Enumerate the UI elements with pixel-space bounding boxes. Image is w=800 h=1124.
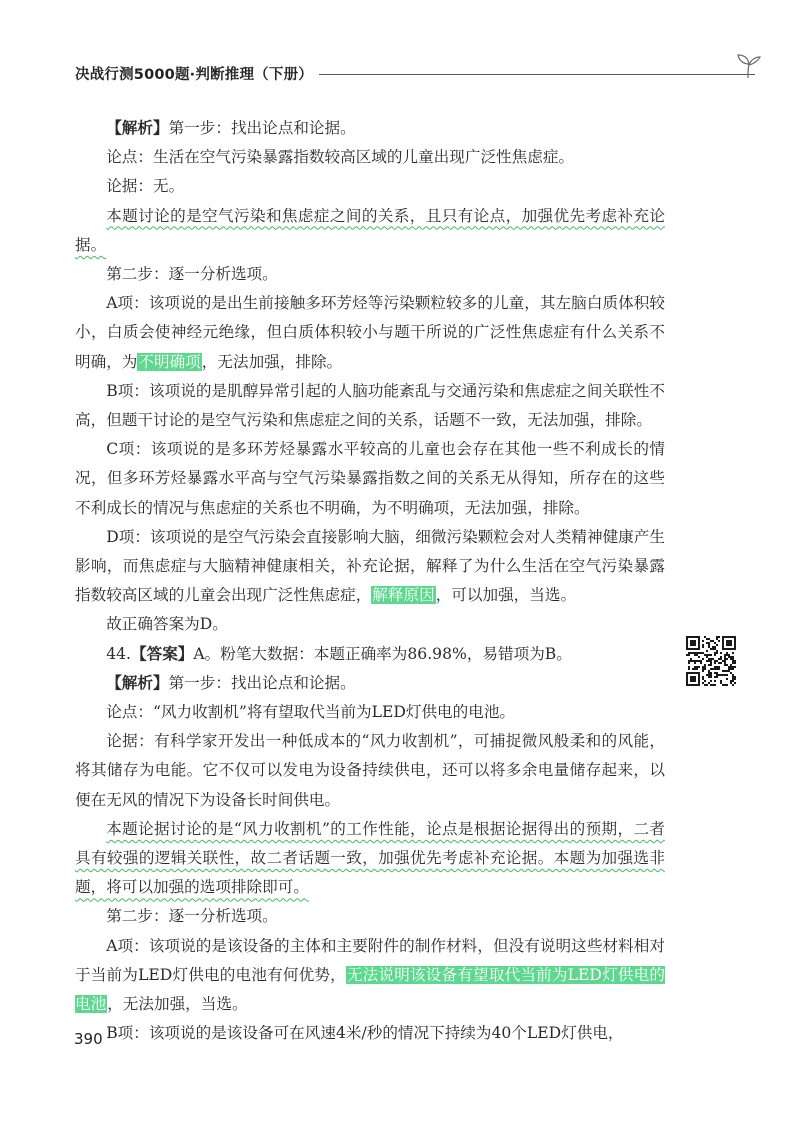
paragraph: 【解析】第一步：找出论点和论据。 <box>106 673 356 692</box>
paragraph: 故正确答案为D。 <box>106 615 228 634</box>
wavy-underlined-text: 本题论据讨论的是“风力收割机”的工作性能，论点是根据论据得出的预期，二者具有较强的逻辑关联性，故二者话题一致，加强优先考虑补充论据。本题为加强选非题，将可以加强的选项排除即可。 <box>75 819 665 897</box>
qr-code <box>686 636 736 686</box>
paragraph: 第二步：逐一分析选项。 <box>106 907 278 926</box>
paragraph: 论据：无。 <box>106 177 185 196</box>
paragraph: D项：该项说的是空气污染会直接影响大脑，细微污染颗粒会对人类精神健康产生影响，而焦虑症与大脑精神健康相关，补充论据，解释了为什么生活在空气污染暴露指数较高区域的儿童会出现广泛性焦虑症，解释原因，可以加强，当选。 <box>75 527 665 605</box>
paragraph: C项：该项说的是多环芳烃暴露水平较高的儿童也会存在其他一些不利成长的情况，但多环芳烃暴露水平高与空气污染暴露指数之间的关系无从得知，所存在的这些不利成长的情况与焦虑症的关系也不明确，为不明确项，无法加强，排除。 <box>75 440 665 517</box>
highlighted-term: 解释原因 <box>372 586 435 605</box>
paragraph: A项：该项说的是出生前接触多环芳烃等污染颗粒较多的儿童，其左脑白质体积较小，白质会使神经元绝缘，但白质体积较小与题干所说的广泛性焦虑症有什么关系不明确，为不明确项，无法加强，排除。 <box>75 294 665 371</box>
paragraph: 第二步：逐一分析选项。 <box>106 265 278 284</box>
header-rule <box>319 74 755 75</box>
paragraph: 论点：“风力收割机”将有望取代当前为LED灯供电的电池。 <box>106 703 516 722</box>
paragraph <box>75 815 665 903</box>
analysis-label: 【解析】 <box>106 673 169 692</box>
paragraph: B项：该项说的是该设备可在风速4米/秒的情况下持续为40个LED灯供电， <box>106 1024 624 1043</box>
page-number: 390 <box>74 1030 103 1048</box>
highlighted-term: 不明确项 <box>138 352 201 371</box>
page-content <box>75 114 665 1049</box>
paragraph: A项：该项说的是该设备的主体和主要附件的制作材料，但没有说明这些材料相对于当前为LED灯供电的电池有何优势，无法说明该设备有望取代当前为LED灯供电的电池，无法加强，当选。 <box>75 936 665 1014</box>
header-title: 决战行测5000题·判断推理（下册） <box>75 66 313 83</box>
question-number: 44. <box>106 644 131 663</box>
paragraph: 论点：生活在空气污染暴露指数较高区域的儿童出现广泛性焦虑症。 <box>106 148 575 167</box>
wavy-underlined-text: 本题讨论的是空气污染和焦虑症之间的关系，且只有论点，加强优先考虑补充论据。 <box>75 206 665 254</box>
paragraph: 论据：有科学家开发出一种低成本的“风力收割机”，可捕捉微风般柔和的风能，将其储存为电能。它不仅可以发电为设备持续供电，还可以将多余电量储存起来，以便在无风的情况下为设备长时间供电。 <box>75 732 665 809</box>
running-header <box>75 58 755 88</box>
paragraph <box>75 202 665 260</box>
sprout-leaf-icon <box>733 52 763 82</box>
answer-label: 【答案】 <box>131 644 194 663</box>
paragraph: 44.【答案】A。粉笔大数据：本题正确率为86.98%，易错项为B。 <box>106 644 572 663</box>
analysis-label: 【解析】 <box>106 119 169 137</box>
paragraph: 【解析】第一步：找出论点和论据。 <box>106 119 356 137</box>
paragraph: B项：该项说的是肌醇异常引起的人脑功能紊乱与交通污染和焦虑症之间关联性不高，但题干讨论的是空气污染和焦虑症之间的关系，话题不一致，无法加强，排除。 <box>75 381 665 430</box>
highlighted-term: 无法说明该设备有望取代当前为LED灯供电的电池 <box>75 965 665 1014</box>
